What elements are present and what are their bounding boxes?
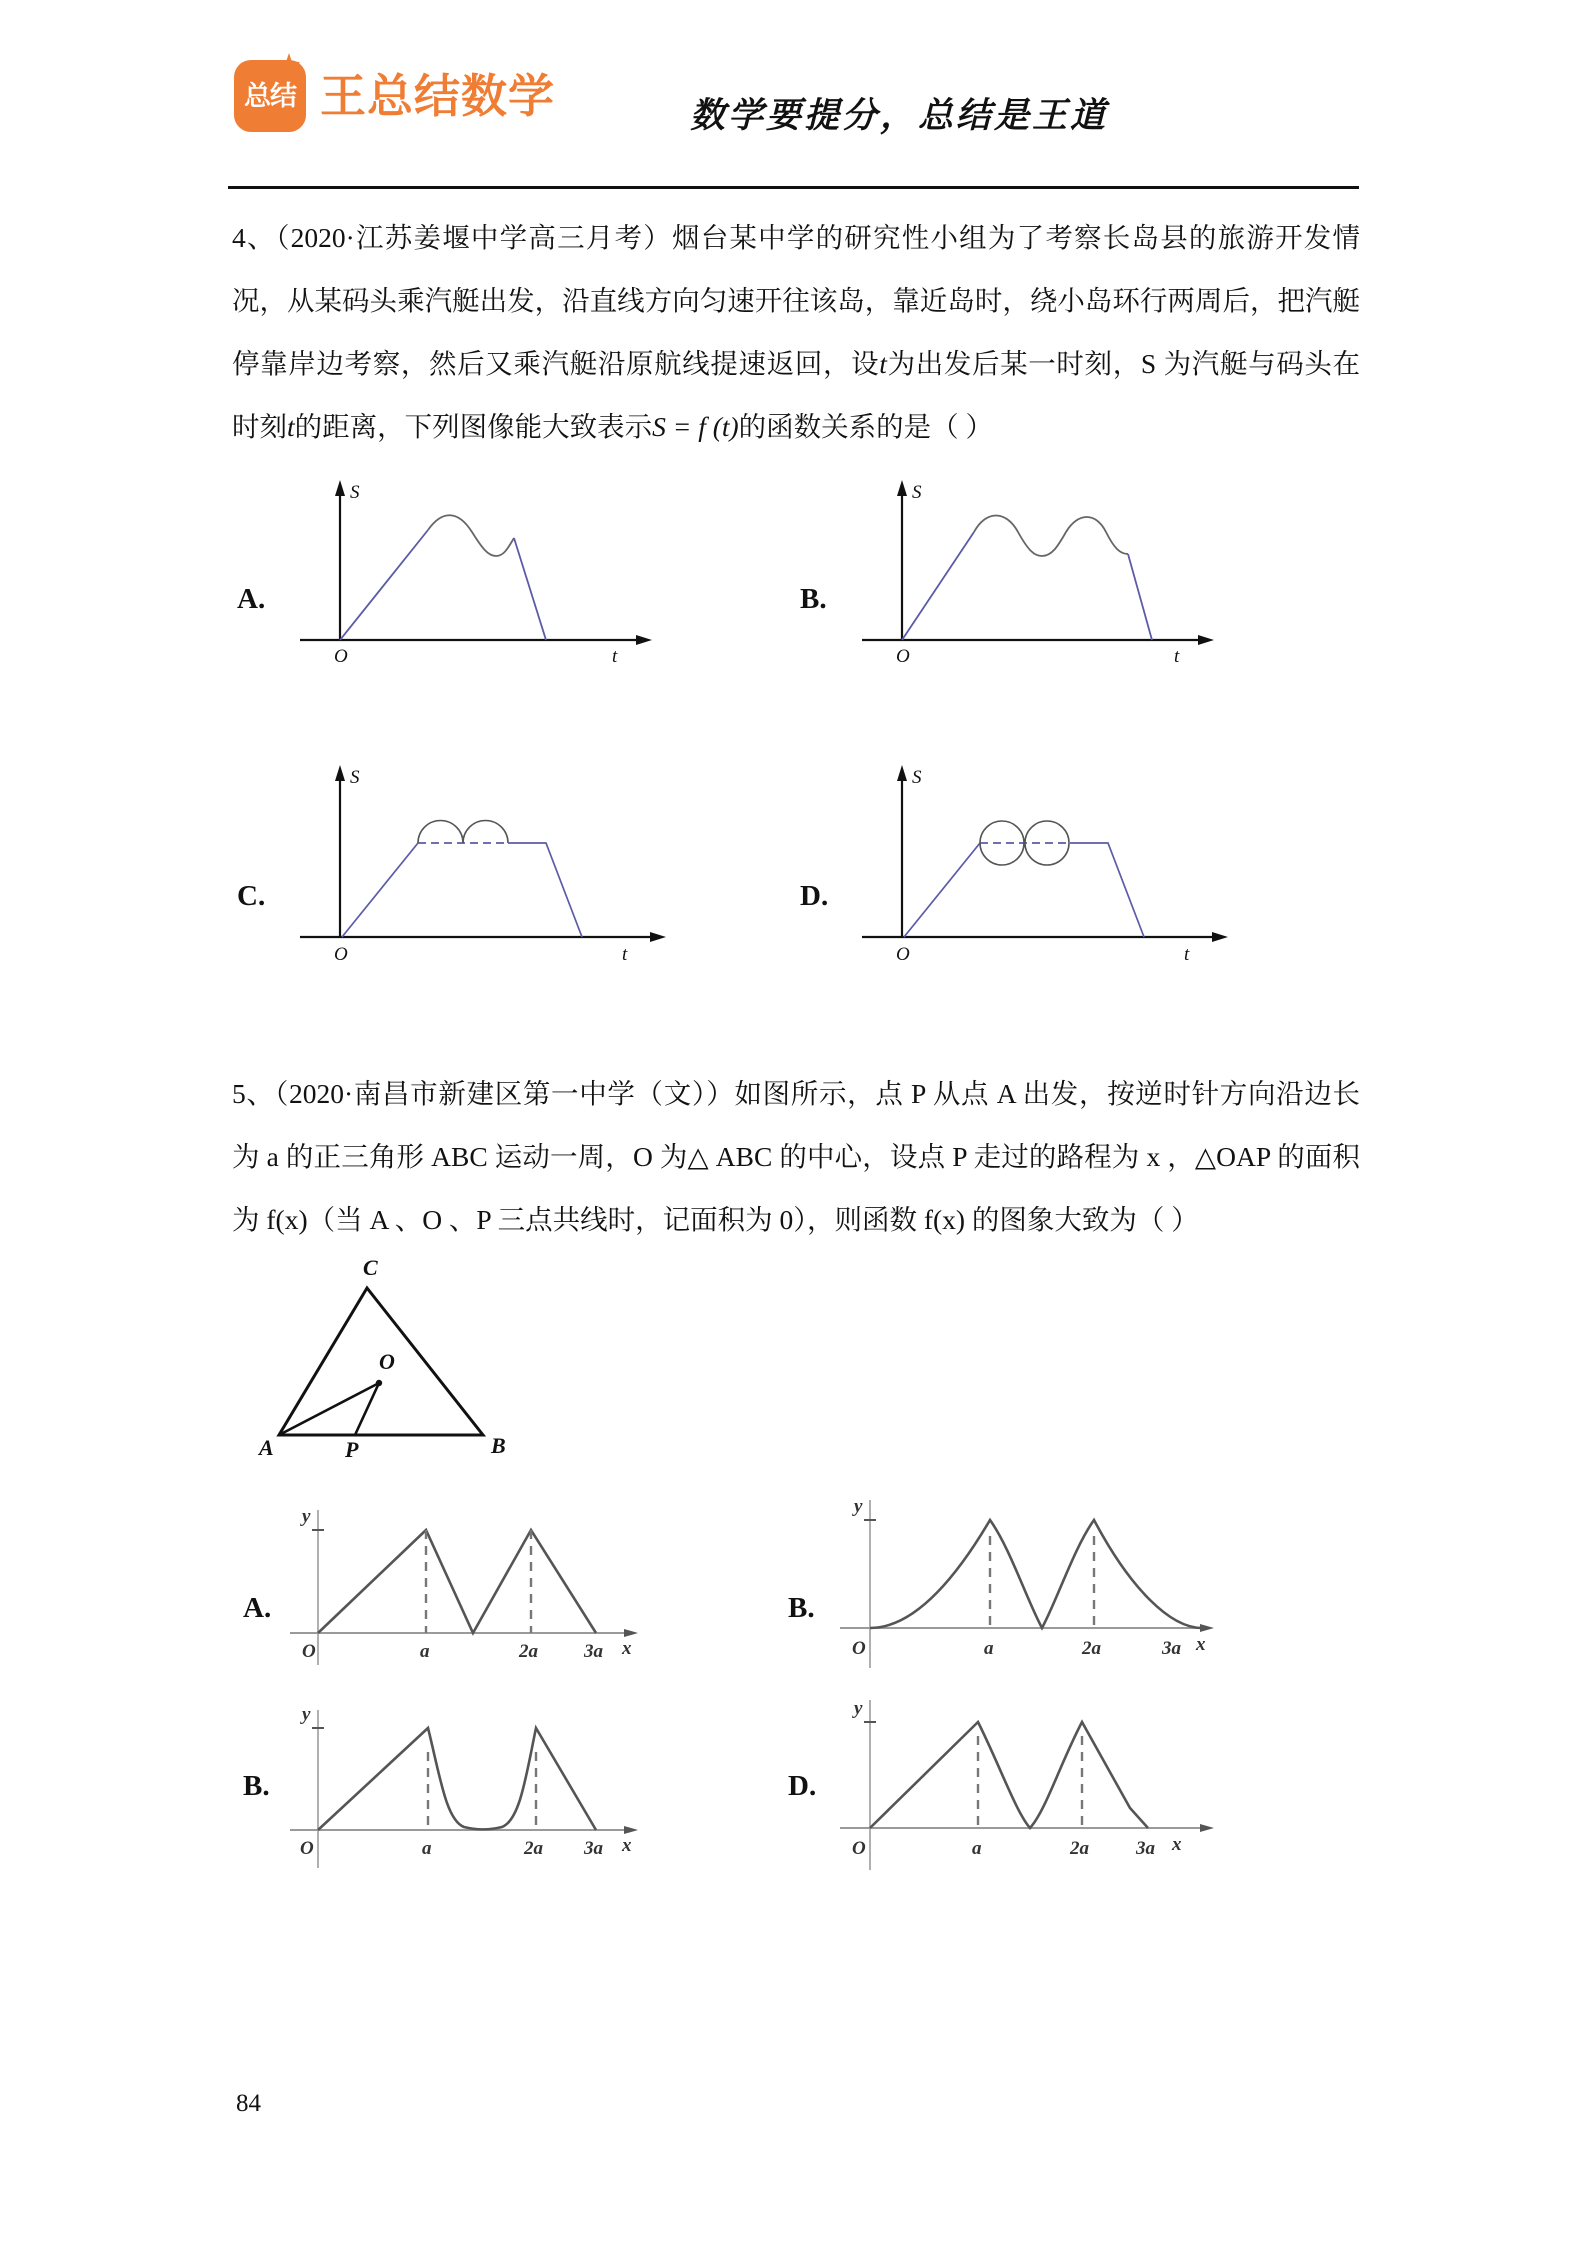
x-axis-label: t <box>1184 944 1190 965</box>
q4-option-b-label[interactable]: B. <box>800 583 827 615</box>
page-header <box>0 52 1587 148</box>
x-axis-arrow-icon <box>624 1826 638 1834</box>
q4-line-1: 烟台某中学的研究性小组为了考察长岛县的旅游开发情 <box>671 222 1361 253</box>
q5-line-2: 为 a 的正三角形 ABC 运动一周，O 为△ ABC 的中心，设点 P 走过的路程为 x ，△OAP 的面 <box>232 1141 1333 1172</box>
q5-option-b-label[interactable]: B. <box>788 1592 815 1624</box>
y-axis-label: S <box>350 767 360 788</box>
y-axis-label: y <box>854 1698 863 1719</box>
curve-fall <box>1128 554 1152 640</box>
header-slogan: 数学要提分，总结是王道 <box>690 95 1109 136</box>
x-axis-label: t <box>1174 646 1180 667</box>
q5-option-a-figure <box>278 1490 648 1680</box>
header-divider <box>228 186 1359 189</box>
q4-number: 4、 <box>232 222 276 253</box>
x-axis-label: x <box>1172 1834 1182 1855</box>
origin-label: O <box>896 944 910 965</box>
y-axis-label: S <box>912 767 922 788</box>
q4-var-t-1: t <box>879 348 887 379</box>
y-axis-arrow-icon <box>335 480 345 496</box>
curve-rise <box>340 530 428 640</box>
arc-loop-1 <box>418 821 463 844</box>
x-axis-label: x <box>1196 1634 1206 1655</box>
y-axis-label: S <box>912 482 922 503</box>
origin-label: O <box>852 1838 866 1859</box>
tick-label-a: a <box>420 1641 430 1662</box>
q4-source: （2020·江苏姜堰中学高三月考） <box>275 222 672 253</box>
logo-badge-text: 总结 <box>244 80 296 112</box>
origin-label: O <box>300 1838 314 1859</box>
q5-source: （2020·南昌市新建区第一中学（文）） <box>274 1078 735 1109</box>
curve-rise <box>904 843 980 937</box>
x-axis-label: x <box>622 1835 632 1856</box>
page-number: 84 <box>236 2090 261 2117</box>
q4-option-d-figure <box>862 755 1242 965</box>
q4-var-t-2: t <box>287 411 295 442</box>
curve-series <box>870 1520 1202 1628</box>
tick-label-2a: 2a <box>1082 1638 1101 1659</box>
origin-label: O <box>334 944 348 965</box>
q4-option-b-figure <box>862 470 1222 667</box>
tick-label-a: a <box>422 1838 432 1859</box>
q4-option-d-label[interactable]: D. <box>800 880 829 912</box>
q5-option-b2-figure <box>278 1690 648 1880</box>
x-axis-arrow-icon <box>650 932 666 942</box>
curve-bumps <box>428 515 514 556</box>
logo-wordmark: 王总结数学 <box>320 69 555 123</box>
question-4-text <box>232 206 1360 458</box>
point-label-p: P <box>345 1437 359 1462</box>
x-axis-arrow-icon <box>636 635 652 645</box>
q4-option-c-label[interactable]: C. <box>237 880 266 912</box>
curve-rise <box>902 532 974 640</box>
q5-option-a-label[interactable]: A. <box>243 1592 272 1624</box>
point-o-dot <box>376 1380 382 1386</box>
q4-option-c-figure <box>300 755 680 965</box>
curve-series <box>318 1728 596 1830</box>
q4-option-a-figure <box>300 470 660 667</box>
tick-label-2a: 2a <box>1070 1838 1089 1859</box>
tick-label-a: a <box>972 1838 982 1859</box>
y-axis-arrow-icon <box>897 480 907 496</box>
y-axis-label: y <box>302 1506 311 1527</box>
q5-line-1: 如图所示，点 P 从点 A 出发，按逆时针方向沿边长 <box>734 1078 1360 1109</box>
segment-op <box>355 1383 379 1435</box>
tick-label-2a: 2a <box>524 1838 543 1859</box>
logo-badge-icon <box>234 60 306 132</box>
tick-label-3a: 3a <box>584 1838 603 1859</box>
q4-line-2: 况，从某码头乘汽艇出发，沿直线方向匀速开往该岛，靠近岛时，绕小岛环行两周后，把汽 <box>232 285 1333 316</box>
q4-line-6: 的距离，下列图像能大致表示 <box>294 411 653 442</box>
q4-line-3: 艇停靠岸边考察，然后又乘汽艇沿原航线提速返回，设 <box>232 285 1360 379</box>
q4-formula: S = f (t) <box>652 411 739 442</box>
y-axis-arrow-icon <box>897 765 907 781</box>
curve-series <box>870 1722 1148 1828</box>
x-axis-arrow-icon <box>1212 932 1228 942</box>
curve-rise <box>342 843 418 937</box>
origin-label: O <box>302 1641 316 1662</box>
tick-label-3a: 3a <box>1136 1838 1155 1859</box>
curve-fall <box>508 843 582 937</box>
q5-triangle-diagram <box>255 1245 545 1465</box>
tick-label-2a: 2a <box>519 1641 538 1662</box>
q4-line-7: 的函数关系的是（ ） <box>738 411 994 442</box>
vertex-label-c: C <box>363 1255 378 1280</box>
q5-line-3: 积为 f(x)（当 A 、O 、P 三点共线时，记面积为 0），则函数 f(x) 的图象大致为（ ） <box>232 1141 1360 1235</box>
x-axis-arrow-icon <box>1200 1624 1214 1632</box>
origin-label: O <box>852 1638 866 1659</box>
curve-bumps <box>974 516 1128 557</box>
origin-label: O <box>896 646 910 667</box>
vertex-label-a: A <box>259 1435 274 1460</box>
q5-option-b-figure <box>830 1478 1230 1678</box>
q4-line-4: 为出发后某一时刻，S 为汽艇与码 <box>886 348 1305 379</box>
x-axis-label: t <box>622 944 628 965</box>
q5-number: 5、 <box>232 1078 275 1109</box>
x-axis-label: t <box>612 646 618 667</box>
y-axis-label: y <box>302 1704 311 1725</box>
spark-icon <box>278 53 300 75</box>
tick-label-3a: 3a <box>584 1641 603 1662</box>
q5-option-d-label[interactable]: D. <box>788 1770 817 1802</box>
q4-option-a-label[interactable]: A. <box>237 583 266 615</box>
question-5-text <box>232 1062 1360 1251</box>
tick-label-3a: 3a <box>1162 1638 1181 1659</box>
brand-logo <box>234 60 555 132</box>
x-axis-arrow-icon <box>1198 635 1214 645</box>
y-axis-label: y <box>854 1496 863 1517</box>
q5-option-d-figure <box>830 1680 1230 1880</box>
curve-fall <box>514 538 546 640</box>
x-axis-arrow-icon <box>624 1629 638 1637</box>
x-axis-label: x <box>622 1638 632 1659</box>
tick-label-a: a <box>984 1638 994 1659</box>
q5-option-b2-label[interactable]: B. <box>243 1770 270 1802</box>
y-axis-arrow-icon <box>335 765 345 781</box>
point-label-o: O <box>379 1349 395 1374</box>
q4-line-5: 头在时刻 <box>232 348 1361 442</box>
y-axis-label: S <box>350 482 360 503</box>
curve-series <box>318 1530 596 1633</box>
arc-loop-2 <box>463 821 508 844</box>
x-axis-arrow-icon <box>1200 1824 1214 1832</box>
curve-fall <box>1070 843 1144 937</box>
origin-label: O <box>334 646 348 667</box>
vertex-label-b: B <box>491 1433 506 1458</box>
